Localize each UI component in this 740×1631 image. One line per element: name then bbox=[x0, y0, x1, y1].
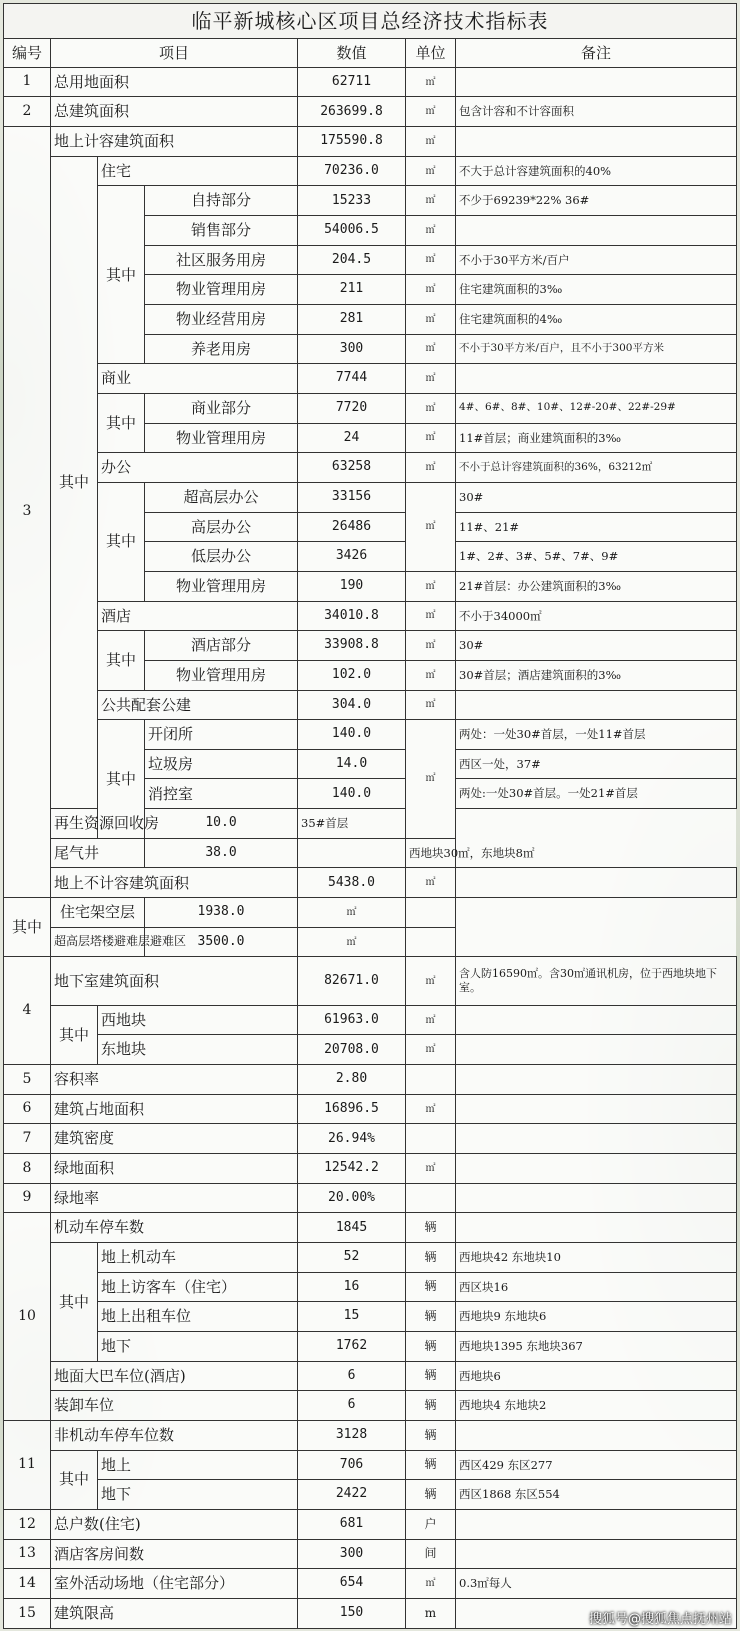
table-row: 地面大巴车位(酒店) 6 辆 西地块6 bbox=[4, 1361, 737, 1391]
table-row: 其中 酒店部分 33908.8 ㎡ 30# bbox=[4, 631, 737, 661]
table-row: 超高层塔楼避难层避难区 3500.0 ㎡ bbox=[4, 927, 737, 957]
table-row: 地上访客车（住宅） 16 辆 西区块16 bbox=[4, 1272, 737, 1302]
table-row: 13 酒店客房间数 300 间 bbox=[4, 1539, 737, 1569]
table-row: 物业管理用房 102.0 ㎡ 30#首层；酒店建筑面积的3‰ bbox=[4, 660, 737, 690]
table-title-row bbox=[4, 4, 737, 39]
table-row: 物业经营用房 281 ㎡ 住宅建筑面积的4‰ bbox=[4, 304, 737, 334]
table-row: 其中 西地块 61963.0 ㎡ bbox=[4, 1005, 737, 1035]
indicator-table bbox=[3, 3, 737, 1629]
table-row: 2 总建筑面积 263699.8 ㎡ 包含计容和不计容面积 bbox=[4, 97, 737, 127]
table-row: 物业管理用房 190 ㎡ 21#首层：办公建筑面积的3‰ bbox=[4, 571, 737, 601]
table-row: 14 室外活动场地（住宅部分） 654 ㎡ 0.3㎡每人 bbox=[4, 1569, 737, 1599]
table-row: 其中 开闭所 140.0 ㎡ 两处：一处30#首层，一处11#首层 bbox=[4, 720, 737, 750]
table-row: 尾气井 38.0 西地块30㎡，东地块8㎡ bbox=[4, 838, 737, 868]
header-unit: 单位 bbox=[406, 39, 456, 68]
table-row: 其中 住宅架空层 1938.0 ㎡ bbox=[4, 898, 737, 928]
table-row: 酒店 34010.8 ㎡ 不小于34000㎡ bbox=[4, 601, 737, 631]
header-value: 数值 bbox=[298, 39, 406, 68]
table-row: 地上不计容建筑面积 5438.0 ㎡ bbox=[4, 868, 737, 898]
table-row: 11 非机动车停车位数 3128 辆 bbox=[4, 1420, 737, 1450]
header-row bbox=[4, 39, 737, 68]
table-row: 9 绿地率 20.00% bbox=[4, 1183, 737, 1213]
table-row: 15 建筑限高 150 m bbox=[4, 1598, 737, 1628]
table-row: 低层办公 3426 1#、2#、3#、5#、7#、9# bbox=[4, 542, 737, 572]
header-no: 编号 bbox=[4, 39, 51, 68]
table-row: 垃圾房 14.0 西区一处，37# bbox=[4, 749, 737, 779]
table-row: 地下 2422 辆 西区1868 东区554 bbox=[4, 1480, 737, 1510]
table-row: 4 地下室建筑面积 82671.0 ㎡ 含人防16590㎡。含30㎡通讯机房，位于西地块地下室。 bbox=[4, 957, 737, 1005]
table-row: 装卸车位 6 辆 西地块4 东地块2 bbox=[4, 1391, 737, 1421]
table-row: 12 总户数(住宅) 681 户 bbox=[4, 1509, 737, 1539]
table-row: 其中 地上机动车 52 辆 西地块42 东地块10 bbox=[4, 1242, 737, 1272]
table-row: 销售部分 54006.5 ㎡ bbox=[4, 216, 737, 246]
watermark: 搜狐号@搜狐焦点抚州站 bbox=[588, 1612, 732, 1627]
table-row: 商业 7744 ㎡ bbox=[4, 364, 737, 394]
table-row: 其中 自持部分 15233 ㎡ 不少于69239*22% 36# bbox=[4, 186, 737, 216]
table-row: 养老用房 300 ㎡ 不小于30平方米/百户，且不小于300平方米 bbox=[4, 334, 737, 364]
header-item: 项目 bbox=[51, 39, 298, 68]
table-row: 高层办公 26486 11#、21# bbox=[4, 512, 737, 542]
table-row: 10 机动车停车数 1845 辆 bbox=[4, 1213, 737, 1243]
page-title: 临平新城核心区项目总经济技术指标表 bbox=[4, 4, 737, 39]
table-row: 消控室 140.0 两处:一处30#首层。一处21#首层 bbox=[4, 779, 737, 809]
header-note: 备注 bbox=[456, 39, 737, 68]
table-row: 公共配套公建 304.0 ㎡ bbox=[4, 690, 737, 720]
table-row: 东地块 20708.0 ㎡ bbox=[4, 1035, 737, 1065]
table-row: 再生资源回收房 10.0 35#首层 bbox=[4, 809, 737, 839]
table-row: 物业管理用房 211 ㎡ 住宅建筑面积的3‰ bbox=[4, 275, 737, 305]
table-row: 办公 63258 ㎡ 不小于总计容建筑面积的36%，63212㎡ bbox=[4, 453, 737, 483]
table-row: 其中 住宅 70236.0 ㎡ 不大于总计容建筑面积的40% bbox=[4, 156, 737, 186]
table-row: 1 总用地面积 62711 ㎡ bbox=[4, 67, 737, 97]
table-row: 6 建筑占地面积 16896.5 ㎡ bbox=[4, 1094, 737, 1124]
table-row: 其中 商业部分 7720 ㎡ 4#、6#、8#、10#、12#-20#、22#-29# bbox=[4, 393, 737, 423]
table-row: 社区服务用房 204.5 ㎡ 不小于30平方米/百户 bbox=[4, 245, 737, 275]
table-row: 地上出租车位 15 辆 西地块9 东地块6 bbox=[4, 1302, 737, 1332]
table-row: 物业管理用房 24 ㎡ 11#首层；商业建筑面积的3‰ bbox=[4, 423, 737, 453]
table-row: 其中 地上 706 辆 西区429 东区277 bbox=[4, 1450, 737, 1480]
table-row: 8 绿地面积 12542.2 ㎡ bbox=[4, 1154, 737, 1184]
table-row: 地下 1762 辆 西地块1395 东地块367 bbox=[4, 1331, 737, 1361]
table-row: 5 容积率 2.80 bbox=[4, 1065, 737, 1095]
table-row: 3 地上计容建筑面积 175590.8 ㎡ bbox=[4, 127, 737, 157]
table-row: 其中 超高层办公 33156 ㎡ 30# bbox=[4, 482, 737, 512]
table-row: 7 建筑密度 26.94% bbox=[4, 1124, 737, 1154]
